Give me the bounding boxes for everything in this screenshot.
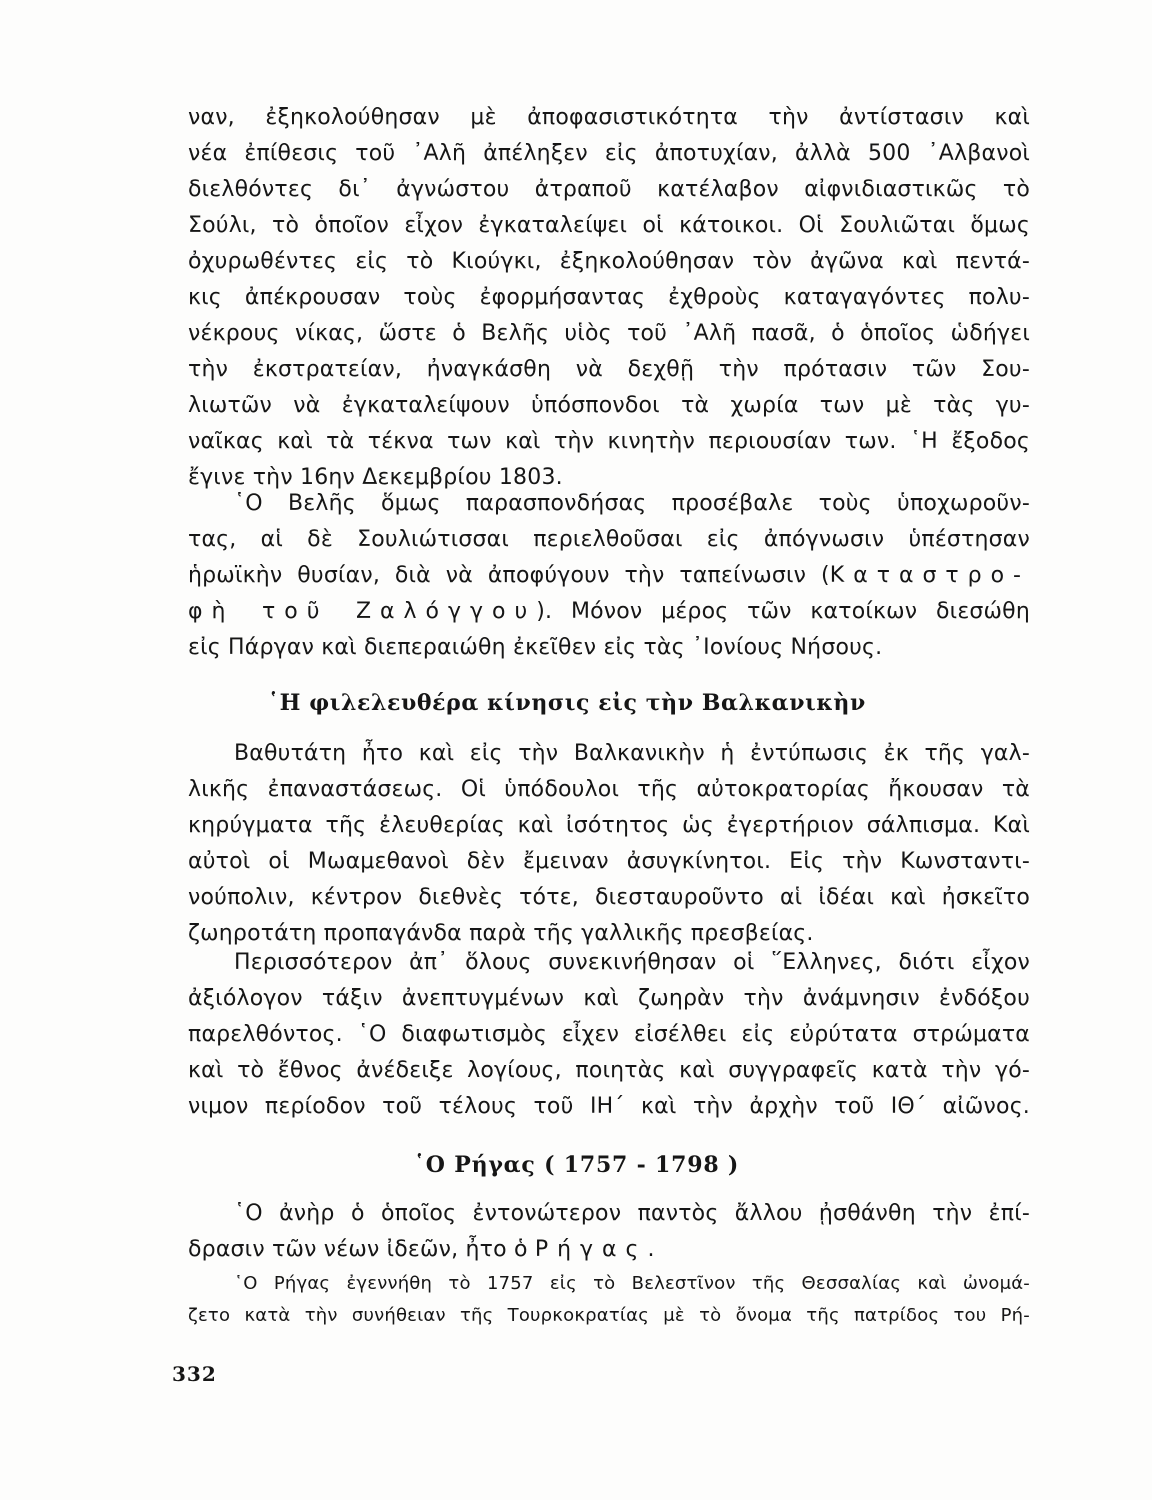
text-run: ἡρωϊκὴν θυσίαν, διὰ νὰ ἀποφύγουν τὴν ταπείνωσιν (	[188, 563, 830, 588]
text-line: ῾Ο Βελῆς ὅμως παρασπονδήσας προσέβαλε τοὺς ὑποχωροῦν-	[234, 491, 1030, 516]
paragraph-rigas-intro	[188, 1196, 1030, 1268]
text-run: .	[647, 1237, 655, 1262]
spaced-emphasis: φὴ τοῦ Ζαλόγγου	[188, 599, 537, 624]
text-line: διελθόντες δι᾿ ἀγνώστου ἀτραποῦ κατέλαβον αἰφνιδιαστικῶς τὸ	[188, 177, 1030, 202]
spaced-emphasis: Καταστρο-	[829, 563, 1030, 588]
text-line: νέα ἐπίθεσις τοῦ ᾿Αλῆ ἀπέληξεν εἰς ἀποτυχίαν, ἀλλὰ 500 ᾿Αλβανοὶ	[188, 141, 1030, 166]
text-line: νιμον περίοδον τοῦ τέλους τοῦ ΙΗ΄ καὶ τὴν ἀρχὴν τοῦ ΙΘ΄ αἰῶνος.	[188, 1094, 1030, 1119]
section-heading-rigas: ῾Ο Ρήγας ( 1757 - 1798 )	[414, 1152, 740, 1178]
text-line: τὴν ἐκστρατείαν, ἠναγκάσθη νὰ δεχθῇ τὴν πρότασιν τῶν Σου-	[188, 357, 1030, 382]
text-line: Περισσότερον ἀπ᾿ ὅλους συνεκινήθησαν οἱ ῞Ελληνες, διότι εἶχον	[234, 950, 1030, 975]
text-line: κις ἀπέκρουσαν τοὺς ἐφορμήσαντας ἐχθροὺς καταγαγόντες πολυ-	[188, 285, 1030, 310]
text-line: ἀξιόλογον τάξιν ἀνεπτυγμένων καὶ ζωηρὰν τὴν ἀνάμνησιν ἐνδόξου	[188, 986, 1030, 1011]
text-line: λικῆς ἐπαναστάσεως. Οἱ ὑπόδουλοι τῆς αὐτοκρατορίας ἤκουσαν τὰ	[188, 777, 1030, 802]
text-line: τας, αἱ δὲ Σουλιώτισσαι περιελθοῦσαι εἰς ἀπόγνωσιν ὑπέστησαν	[188, 527, 1030, 552]
text-line: ἔγινε τὴν 16ην Δεκεμβρίου 1803.	[188, 465, 563, 490]
text-line: Βαθυτάτη ἦτο καὶ εἰς τὴν Βαλκανικὴν ἡ ἐντύπωσις ἐκ τῆς γαλ-	[234, 741, 1030, 766]
text-line: ναῖκας καὶ τὰ τέκνα των καὶ τὴν κινητὴν περιουσίαν των. ῾Η ἔξοδος	[188, 429, 1030, 454]
paragraph-souli-resistance	[188, 100, 1030, 496]
text-line: ῾Ο Ρήγας ἐγεννήθη τὸ 1757 εἰς τὸ Βελεστῖνον τῆς Θεσσαλίας καὶ ὠνομά-	[234, 1273, 1030, 1294]
text-line: ζετο κατὰ τὴν συνήθειαν τῆς Τουρκοκρατίας μὲ τὸ ὄνομα τῆς πατρίδος του Ρή-	[188, 1305, 1030, 1326]
text-line: ῾Ο ἀνὴρ ὁ ὁποῖος ἐντονώτερον παντὸς ἄλλου ᾐσθάνθη τὴν ἐπί-	[234, 1201, 1030, 1226]
text-line	[188, 558, 1030, 594]
text-line: αὐτοὶ οἱ Μωαμεθανοὶ δὲν ἔμειναν ἀσυγκίνητοι. Εἰς τὴν Κωνσταντι-	[188, 849, 1030, 874]
text-line: καὶ τὸ ἔθνος ἀνέδειξε λογίους, ποιητὰς καὶ συγγραφεῖς κατὰ τὴν γό-	[188, 1058, 1030, 1083]
small-print-paragraph	[188, 1268, 1030, 1332]
spaced-emphasis: Ρήγας	[534, 1237, 648, 1262]
text-line: εἰς Πάργαν καὶ διεπεραιώθη ἐκεῖθεν εἰς τὰς ᾿Ιονίους Νήσους.	[188, 635, 883, 660]
paragraph-greeks-enlightenment	[188, 945, 1030, 1125]
text-line: κηρύγματα τῆς ἐλευθερίας καὶ ἰσότητος ὡς ἐγερτήριον σάλπισμα. Καὶ	[188, 813, 1030, 838]
text-line: νέκρους νίκας, ὥστε ὁ Βελῆς υἱὸς τοῦ ᾿Αλῆ πασᾶ, ὁ ὁποῖος ὡδήγει	[188, 321, 1030, 346]
paragraph-zalongo	[188, 486, 1030, 666]
text-line: νούπολιν, κέντρον διεθνὲς τότε, διεσταυροῦντο αἱ ἰδέαι καὶ ἠσκεῖτο	[188, 885, 1030, 910]
text-run: δρασιν τῶν νέων ἰδεῶν, ἦτο ὁ	[188, 1237, 535, 1262]
page-number: 332	[172, 1362, 217, 1386]
text-line	[188, 1232, 1030, 1268]
section-heading-balkan: ῾Η φιλελευθέρα κίνησις εἰς τὴν Βαλκανικὴν	[268, 690, 866, 716]
text-line	[188, 594, 1030, 630]
text-line: παρελθόντος. ῾Ο διαφωτισμὸς εἶχεν εἰσέλθει εἰς εὐρύτατα στρώματα	[188, 1022, 1030, 1047]
text-run: ). Μόνον μέρος τῶν κατοίκων διεσώθη	[536, 599, 1030, 624]
text-line: ναν, ἐξηκολούθησαν μὲ ἀποφασιστικότητα τὴν ἀντίστασιν καὶ	[188, 105, 1030, 130]
text-line: Σούλι, τὸ ὁποῖον εἶχον ἐγκαταλείψει οἱ κάτοικοι. Οἱ Σουλιῶται ὅμως	[188, 213, 1030, 238]
text-line: λιωτῶν νὰ ἐγκαταλείψουν ὑπόσπονδοι τὰ χωρία των μὲ τὰς γυ-	[188, 393, 1030, 418]
text-line: ὀχυρωθέντες εἰς τὸ Κιούγκι, ἐξηκολούθησαν τὸν ἀγῶνα καὶ πεντά-	[188, 249, 1030, 274]
paragraph-balkan-impression	[188, 736, 1030, 952]
text-line: ζωηροτάτη προπαγάνδα παρὰ τῆς γαλλικῆς πρεσβείας.	[188, 921, 814, 946]
